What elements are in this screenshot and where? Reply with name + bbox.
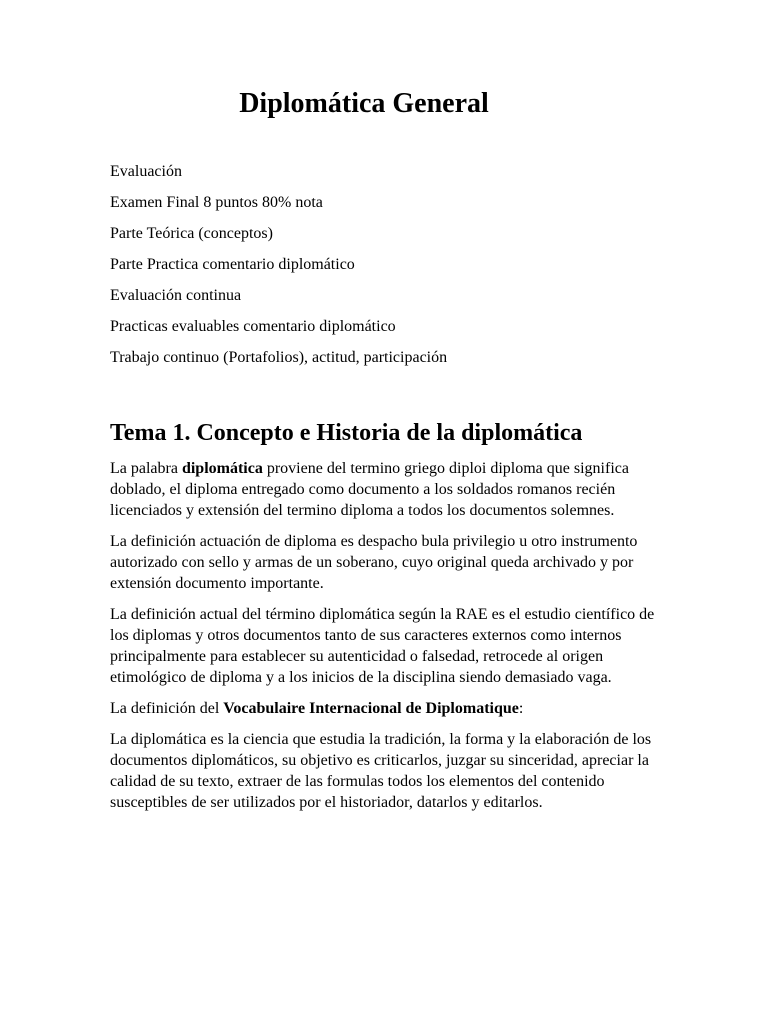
section-heading: Tema 1. Concepto e Historia de la diplomática: [110, 420, 583, 446]
paragraph-vocabulaire-intro: [110, 698, 660, 719]
evaluation-line: Practicas evaluables comentario diplomático: [110, 318, 396, 335]
bold-term: diplomática: [181, 460, 263, 477]
paragraph-definition-rae: La definición actual del término diplomática según la RAE es el estudio científico de los diplomas y otros documentos tanto de sus caracteres externos como internos principalmente para establecer su autenticidad o falsedad, retrocede al origen etimológico de diploma y a los inicios de la disciplina siendo demasiado vaga.: [110, 606, 655, 686]
evaluation-heading: Evaluación: [110, 163, 182, 180]
paragraph-text: proviene del termino griego diploi diploma que significa doblado, el diploma entregado como documento a los soldados romanos recién licenciados y extensión del termino diploma a todos los documentos solemnes.: [110, 460, 629, 519]
evaluation-line: Examen Final 8 puntos 80% nota: [110, 194, 323, 211]
paragraph-text: La definición del: [110, 700, 224, 717]
evaluation-list: [110, 162, 447, 379]
evaluation-line: Evaluación continua: [110, 287, 242, 304]
paragraph-definition-science: La diplomática es la ciencia que estudia la tradición, la forma y la elaboración de los documentos diplomáticos, su objetivo es criticarlos, juzgar su sinceridad, apreciar la calidad de su texto, extraer de las formulas todos los elementos del contenido susceptibles de ser utilizados por el historiador, datarlos y editarlos.: [110, 731, 652, 811]
bold-term: Vocabulaire Internacional de Diplomatique: [223, 700, 519, 717]
evaluation-line: Trabajo continuo (Portafolios), actitud, participación: [110, 349, 448, 366]
evaluation-line: Parte Practica comentario diplomático: [110, 256, 355, 273]
evaluation-line: Parte Teórica (conceptos): [110, 225, 273, 242]
paragraph-text: :: [518, 700, 524, 717]
paragraph-definition-diploma: La definición actuación de diploma es despacho bula privilegio u otro instrumento autorizado con sello y armas de un soberano, cuyo original queda archivado y por extensión documento importante.: [110, 533, 638, 592]
section-body: [110, 458, 660, 823]
paragraph-etymology: [110, 458, 660, 521]
document-title: Diplomática General: [239, 88, 489, 119]
paragraph-text: La palabra: [110, 460, 182, 477]
